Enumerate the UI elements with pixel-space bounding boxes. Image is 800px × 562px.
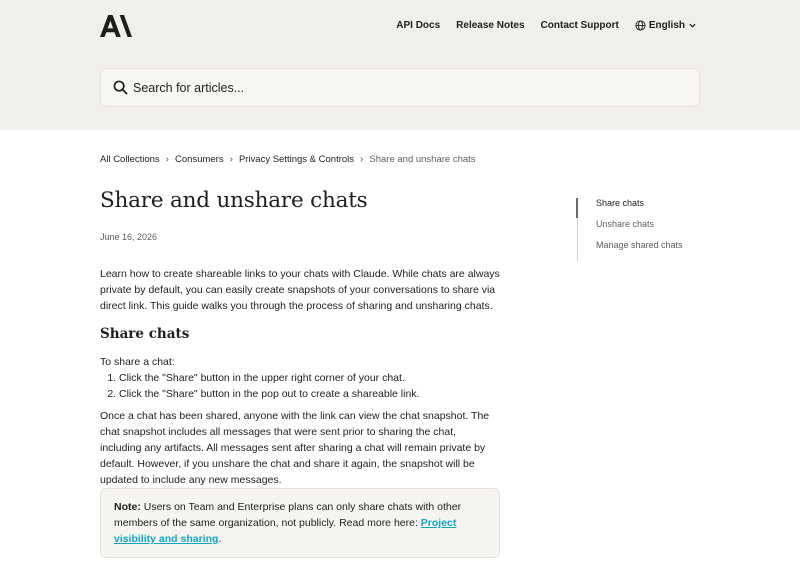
toc-item-unshare-chats[interactable]: Unshare chats — [596, 219, 655, 229]
breadcrumb — [100, 154, 476, 165]
anthropic-logo[interactable] — [100, 15, 132, 37]
globe-icon — [635, 20, 646, 31]
steps-lead: To share a chat: — [100, 356, 175, 368]
toc-item-manage-shared-chats[interactable]: Manage shared chats — [596, 240, 683, 250]
steps-list — [100, 370, 500, 402]
top-nav — [396, 20, 699, 31]
breadcrumb-all-collections[interactable]: All Collections — [100, 154, 160, 165]
note-link-project-visibility[interactable]: Project visibility and sharing — [114, 517, 457, 545]
article-body — [100, 266, 500, 558]
nav-api-docs[interactable]: API Docs — [396, 20, 441, 31]
search-input[interactable] — [133, 81, 653, 95]
search-icon — [113, 80, 128, 95]
step-item: 2. Click the "Share" button in the pop out to create a shareable link. — [119, 386, 500, 402]
site-header — [0, 0, 800, 130]
breadcrumb-consumers[interactable]: Consumers — [175, 154, 224, 165]
chevron-right-icon: › — [165, 154, 170, 165]
note-end: . — [218, 533, 222, 545]
chevron-right-icon: › — [360, 154, 364, 165]
step-item: 1. Click the "Share" button in the upper right corner of your chat. — [119, 370, 500, 386]
page-title: Share and unshare chats — [100, 188, 368, 213]
toc-item-share-chats[interactable]: Share chats — [596, 198, 645, 208]
language-label: English — [648, 20, 685, 31]
note-callout — [100, 488, 500, 558]
toc-active-indicator — [576, 198, 578, 218]
article-paragraph: Once a chat has been shared, anyone with the link can view the chat snapshot. The chat snapshot includes all messages that were sent prior to sharing the chat, including any artifacts. All messages sent after sharing a chat will remain private by default. However, if you unshare the chat and share it again, the snapshot will be updated to include any new messages. — [100, 410, 490, 486]
note-label: Note: — [114, 501, 141, 513]
chevron-right-icon: › — [229, 154, 233, 165]
table-of-contents — [577, 198, 727, 261]
article-date: June 16, 2026 — [100, 232, 158, 242]
breadcrumb-privacy-settings[interactable]: Privacy Settings & Controls — [238, 154, 355, 165]
nav-release-notes[interactable]: Release Notes — [456, 20, 525, 31]
breadcrumb-current: Share and unshare chats — [369, 154, 476, 165]
note-text: Users on Team and Enterprise plans can only share chats with other members of the same organization, not publicly. Read more here: — [114, 501, 462, 529]
chevron-down-icon — [689, 23, 696, 28]
search-bar[interactable] — [100, 68, 700, 107]
article-intro: Learn how to create shareable links to your chats with Claude. While chats are always private by default, you can easily create snapshots of your conversations to share via direct link. This guide walks you through the process of sharing and unsharing chats. — [100, 268, 500, 312]
nav-contact-support[interactable]: Contact Support — [540, 20, 619, 31]
section-heading-share-chats: Share chats — [100, 326, 190, 342]
language-selector[interactable] — [635, 20, 699, 31]
